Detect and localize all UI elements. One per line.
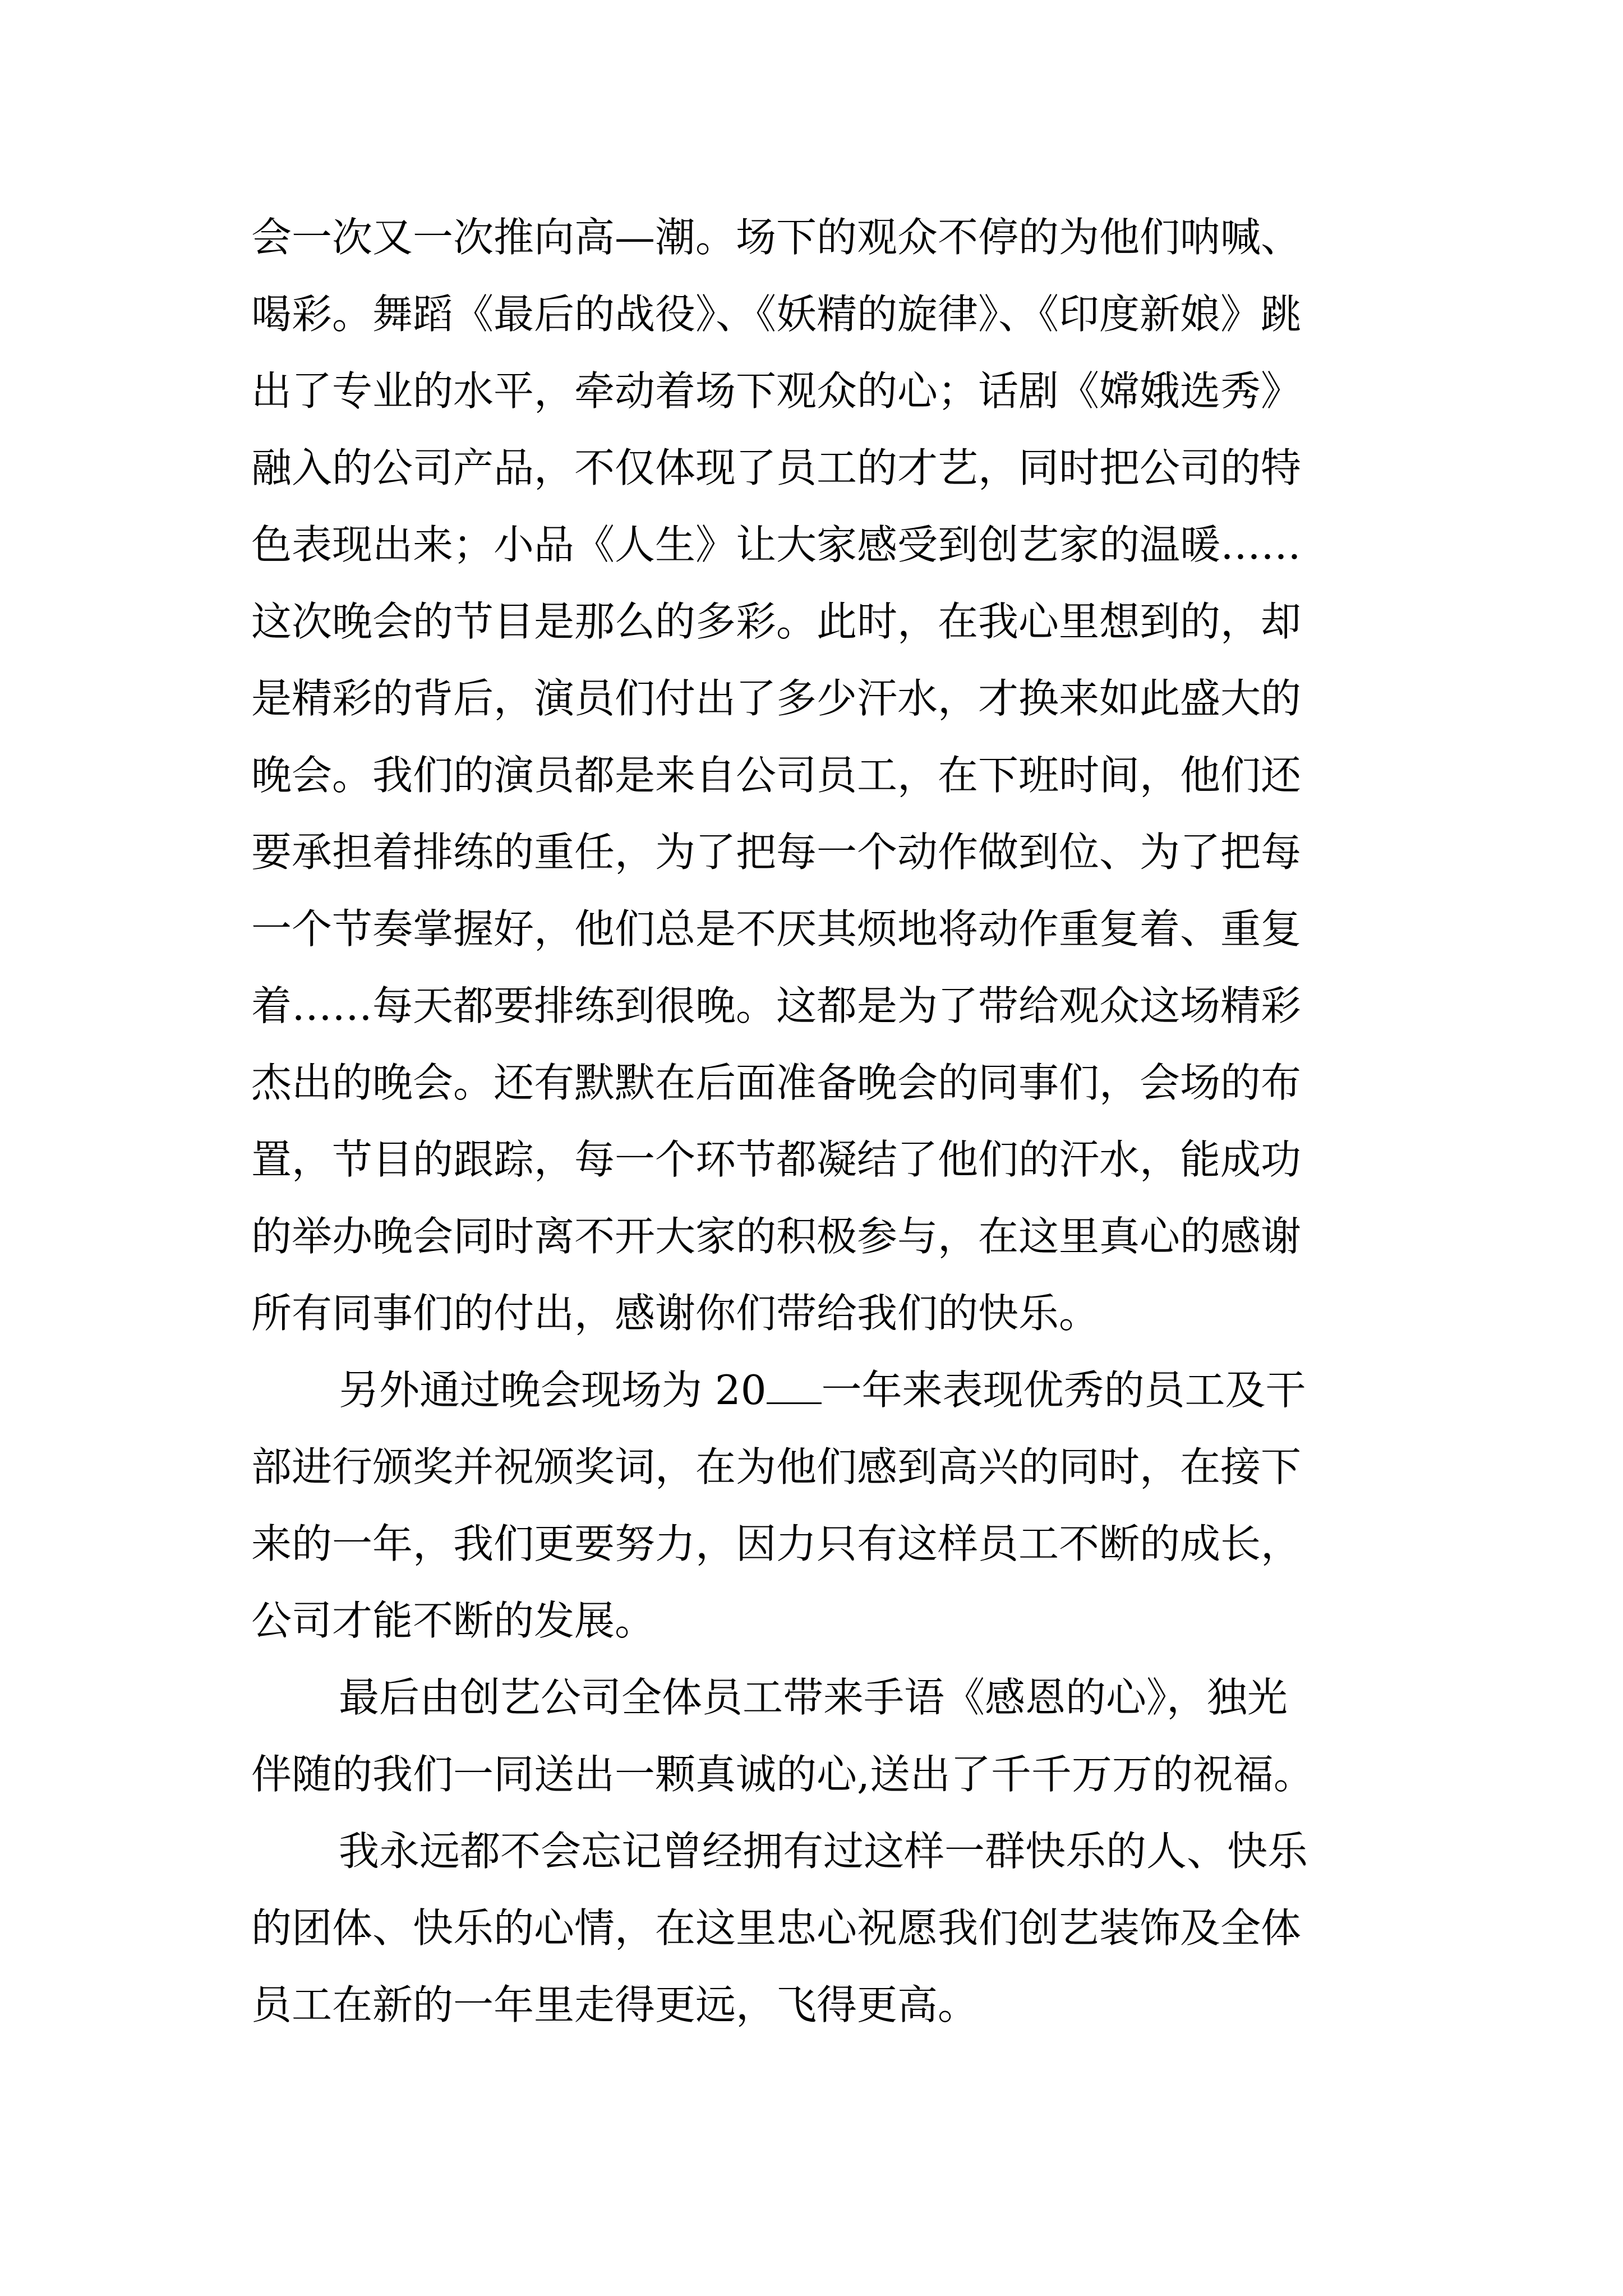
year-blank [767, 1368, 822, 1404]
text-line: 这次晚会的节目是那么的多彩。此时，在我心里想到的，却 [251, 598, 1302, 645]
text-line: 杰出的晚会。还有默默在后面准备晚会的同事们，会场的布 [251, 1059, 1302, 1106]
text-line: 晚会。我们的演员都是来自公司员工，在下班时间，他们还 [251, 752, 1302, 799]
text-line: 要承担着排练的重任，为了把每一个动作做到位、为了把每 [251, 829, 1302, 876]
text-line: 伴随的我们一同送出一颗真诚的心,送出了千千万万的祝福。 [251, 1751, 1314, 1798]
text-line: 公司才能不断的发展。 [251, 1597, 656, 1644]
text-line: 是精彩的背后，演员们付出了多少汗水，才换来如此盛大的 [251, 675, 1302, 722]
text-line: 一个节奏掌握好，他们总是不厌其烦地将动作重复着、重复 [251, 905, 1302, 953]
text-line: 融入的公司产品，不仅体现了员工的才艺，同时把公司的特 [251, 444, 1302, 491]
text-line: 我永远都不会忘记曾经拥有过这样一群快乐的人、快乐 [339, 1828, 1308, 1875]
paragraph-awards [251, 1352, 1418, 1659]
text-line: 来的一年，我们更要努力，因力只有这样员工不断的成长， [251, 1520, 1302, 1567]
text-line: 色表现出来；小品《人生》让大家感受到创艺家的温暖…… [251, 521, 1302, 568]
paragraph-finale [251, 1659, 1418, 1813]
text-line: 出了专业的水平，牵动着场下观众的心；话剧《嫦娥选秀》 [251, 367, 1302, 415]
text-fragment: 另外通过晚会现场为 20 [339, 1366, 767, 1414]
paragraph-wishes [251, 1813, 1418, 2044]
text-line-with-blank [251, 1352, 1418, 1429]
text-fragment: 一年来表现优秀的员工及干 [821, 1366, 1306, 1414]
paragraph-evening-review [251, 199, 1418, 1352]
text-line: 所有同事们的付出，感谢你们带给我们的快乐。 [251, 1290, 1100, 1337]
text-line: 的团体、快乐的心情，在这里忠心祝愿我们创艺装饰及全体 [251, 1904, 1302, 1952]
text-line: 的举办晚会同时离不开大家的积极参与，在这里真心的感谢 [251, 1213, 1302, 1260]
text-line: 着……每天都要排练到很晚。这都是为了带给观众这场精彩 [251, 982, 1302, 1029]
text-line: 喝彩。舞蹈《最后的战役》、《妖精的旋律》、《印度新娘》跳 [251, 291, 1302, 338]
text-line: 最后由创艺公司全体员工带来手语《感恩的心》，独光 [339, 1674, 1288, 1721]
text-line: 会一次又一次推向高—潮。场下的观众不停的为他们呐喊、 [251, 214, 1302, 261]
document-body [251, 199, 1418, 2044]
text-line: 员工在新的一年里走得更远，飞得更高。 [251, 1981, 979, 2028]
text-line: 部进行颁奖并祝颁奖词，在为他们感到高兴的同时，在接下 [251, 1443, 1302, 1490]
text-line: 置，节目的跟踪，每一个环节都凝结了他们的汗水，能成功 [251, 1136, 1302, 1183]
